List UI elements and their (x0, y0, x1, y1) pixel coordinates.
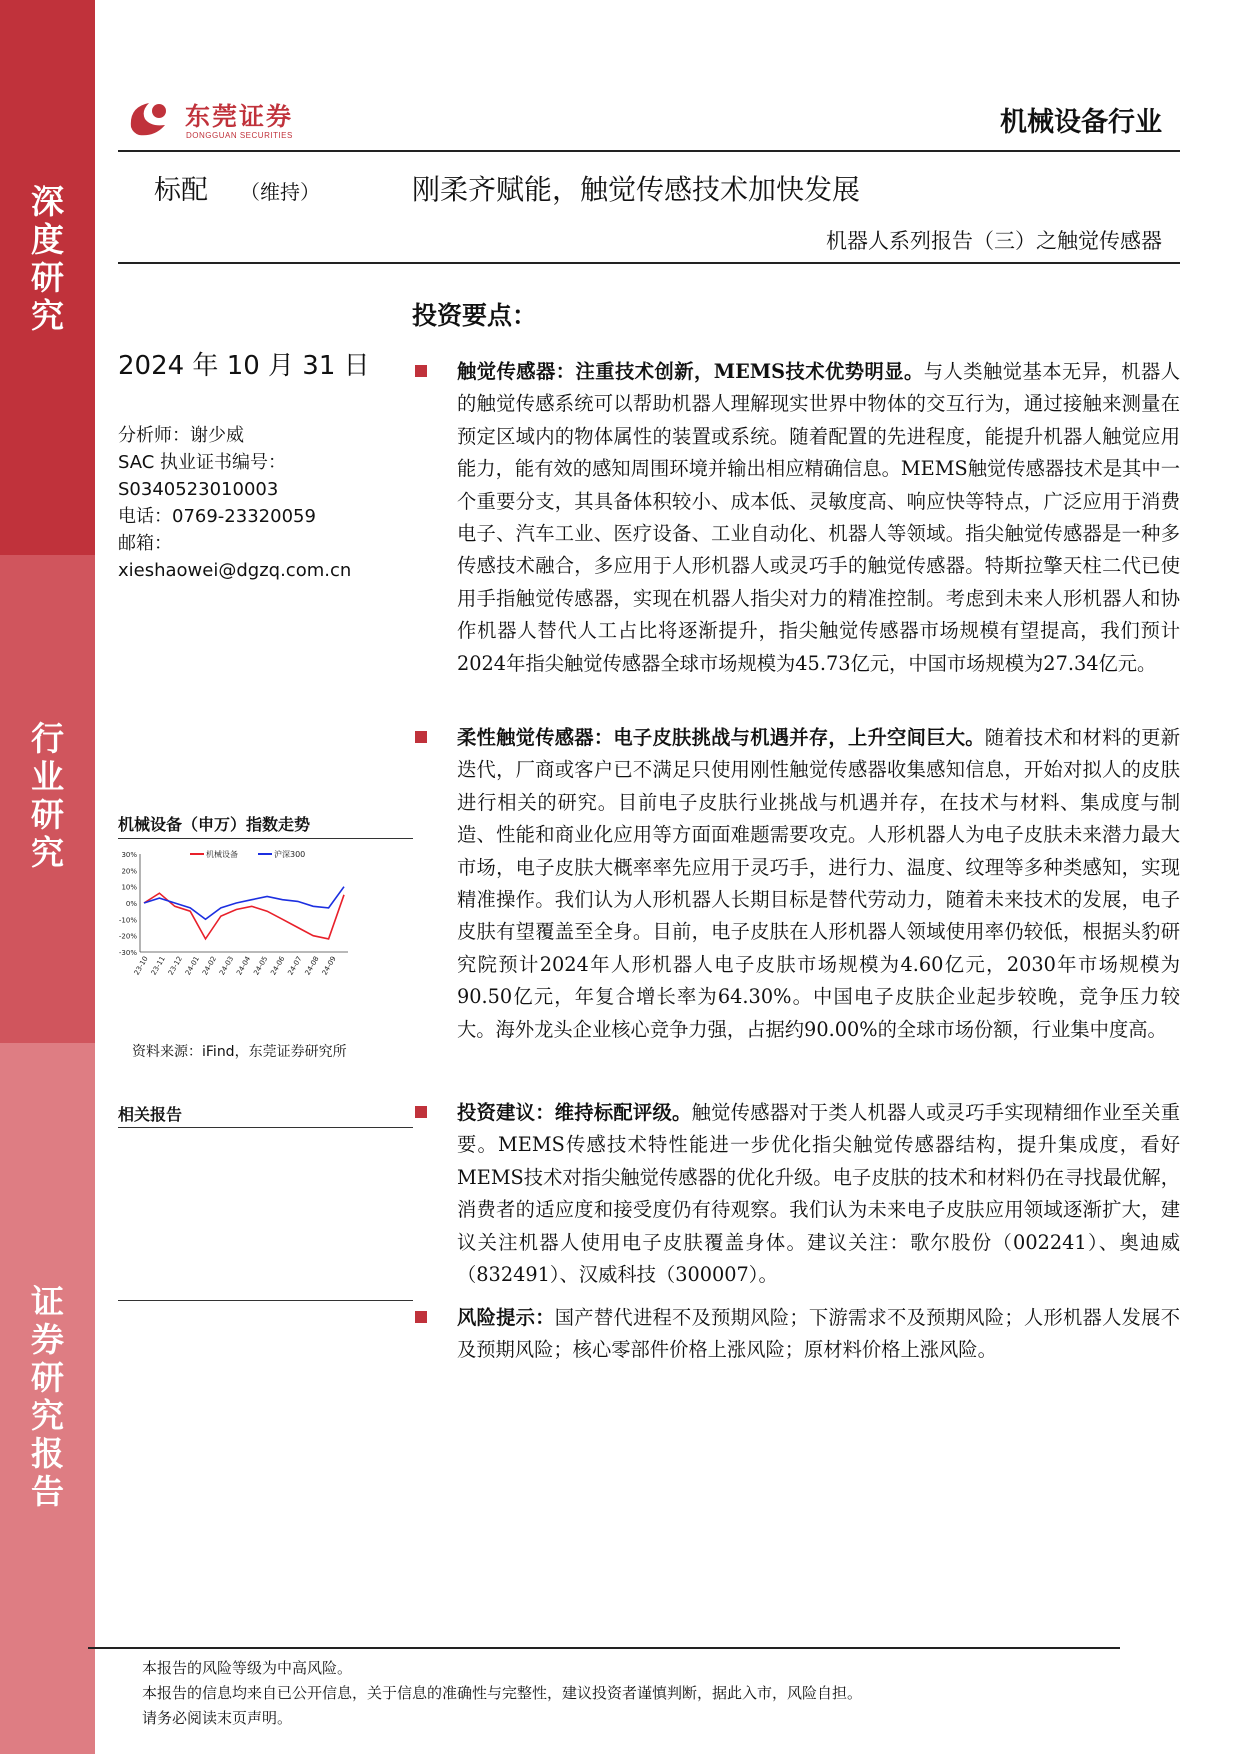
y-tick-label: -30% (118, 949, 137, 957)
key-point-lead: 触觉传感器：注重技术创新，MEMS技术优势明显。 (457, 360, 924, 383)
related-divider-bottom (118, 1300, 413, 1301)
key-point-body: 国产替代进程不及预期风险；下游需求不及预期风险；人形机器人发展不及预期风险；核心零部件价格上涨风险；原材料价格上涨风险。 (457, 1306, 1181, 1362)
company-logo (125, 97, 305, 147)
title-divider (118, 262, 1180, 264)
footer-disclaimer (142, 1656, 862, 1731)
footer-info-source: 本报告的信息均来自已公开信息，关于信息的准确性与完整性，建议投资者谨慎判断，据此入市，风险自担。 (142, 1684, 863, 1702)
key-point-lead: 投资建议：维持标配评级。 (457, 1101, 692, 1124)
footer-read-disclaimer: 请务必阅读末页声明。 (142, 1709, 293, 1727)
square-bullet-icon (415, 1106, 427, 1118)
side-band-bottom (0, 1043, 95, 1754)
analyst-email[interactable]: xieshaowei@dgzq.com.cn (118, 560, 352, 581)
key-points-heading: 投资要点： (412, 301, 538, 330)
chart-divider (118, 838, 413, 839)
side-label-depth: 深度研究 (31, 182, 64, 335)
header-divider (118, 150, 1180, 152)
x-tick-label: 24-03 (218, 955, 236, 977)
key-point (412, 1302, 1180, 1367)
index-trend-chart (118, 846, 408, 1036)
key-point-lead: 风险提示： (457, 1306, 555, 1329)
legend-label: 机械设备 (206, 850, 238, 859)
x-tick-label: 24-01 (183, 955, 202, 977)
y-tick-label: 30% (121, 851, 137, 859)
analyst-info (118, 422, 351, 584)
x-tick-label: 23-12 (166, 955, 184, 977)
key-point-body: 随着技术和材料的更新迭代，厂商或客户已不满足只使用刚性触觉传感器收集感知信息，开始对拟人的皮肤进行相关的研究。目前电子皮肤行业挑战与机遇并存，在技术与材料、集成度与制造、性能和商业化应用等方面面难题需要攻克。人形机器人为电子皮肤未来潜力最大市场，电子皮肤大概率率先应用于灵巧手，进行力、温度、纹理等多种类感知，实现精准操作。我们认为人形机器人长期目标是替代劳动力，随着未来技术的发展，电子皮肤有望覆盖至全身。目前，电子皮肤在人形机器人领域使用率仍较低，根据头豹研究院预计2024年人形机器人电子皮肤市场规模为4.60亿元，2030年市场规模为90.50亿元，年复合增长率为64.30%。中国电子皮肤企业起步较晚，竞争压力较大。海外龙头企业核心竞争力强，占据约90.00%的全球市场份额，行业集中度高。 (457, 726, 1181, 1041)
y-tick-label: -20% (118, 932, 137, 941)
chart-source: 资料来源：iFind，东莞证券研究所 (132, 1044, 347, 1060)
logo-english: DONGGUAN SECURITIES (186, 131, 293, 140)
x-tick-label: 24-09 (320, 955, 338, 977)
square-bullet-icon (415, 731, 427, 743)
chart-title: 机械设备（申万）指数走势 (118, 815, 311, 834)
series-line-industry (144, 893, 344, 939)
sac-number: S0340523010003 (118, 479, 279, 500)
x-tick-label: 24-06 (269, 955, 287, 977)
side-band-middle (0, 555, 95, 1043)
side-label-report: 证券研究报告 (31, 1282, 64, 1511)
series-line-hs300 (144, 887, 344, 920)
email-label: 邮箱： (118, 533, 172, 554)
key-point (412, 722, 1180, 1046)
key-point (412, 1097, 1180, 1291)
logo-mark-icon (125, 97, 181, 141)
key-point-body: 与人类触觉基本无异，机器人的触觉传感系统可以帮助机器人理解现实世界中物体的交互行为，通过接触来测量在预定区域内的物体属性的装置或系统。随着配置的先进程度，能提升机器人触觉应用能力，能有效的感知周围环境并输出相应精确信息。MEMS触觉传感器技术是其中一个重要分支，其具备体积较小、成本低、灵敏度高、响应快等特点，广泛应用于消费电子、汽车工业、医疗设备、工业自动化、机器人等领域。指尖触觉传感器是一种多传感技术融合，多应用于人形机器人或灵巧手的触觉传感器。特斯拉擎天柱二代已使用手指触觉传感器，实现在机器人指尖对力的精准控制。考虑到未来人形机器人和协作机器人替代人工占比将逐渐提升，指尖触觉传感器市场规模有望提高，我们预计2024年指尖触觉传感器全球市场规模为45.73亿元，中国市场规模为27.34亿元。 (457, 360, 1180, 675)
key-point-body: 触觉传感器对于类人机器人或灵巧手实现精细作业至关重要。MEMS传感技术特性能进一步优化指尖触觉传感器结构，提升集成度，看好MEMS技术对指尖触觉传感器的优化升级。电子皮肤的技术和材料仍在寻找最优解，消费者的适应度和接受度仍有待观察。我们认为未来电子皮肤应用领域逐渐扩大，建议关注机器人使用电子皮肤覆盖身体。建议关注：歌尔股份（002241）、奥迪威（832491）、汉威科技（300007）。 (457, 1101, 1181, 1287)
y-tick-label: 20% (121, 867, 137, 876)
key-point-lead: 柔性触觉传感器：电子皮肤挑战与机遇并存，上升空间巨大。 (457, 726, 985, 749)
x-tick-label: 23-10 (132, 955, 150, 977)
report-date: 2024 年 10 月 31 日 (118, 351, 370, 381)
y-tick-label: 0% (125, 900, 137, 908)
rating-status: （维持） (240, 180, 320, 204)
footer-risk-level: 本报告的风险等级为中高风险。 (142, 1659, 353, 1677)
footer-divider (88, 1647, 1120, 1649)
legend-label: 沪深300 (274, 850, 306, 859)
y-tick-label: -10% (118, 916, 137, 925)
x-tick-label: 24-07 (286, 955, 304, 977)
analyst-phone: 电话：0769-23320059 (118, 506, 316, 527)
key-point (412, 356, 1180, 680)
report-title: 刚柔齐赋能，触觉传感技术加快发展 (412, 173, 861, 206)
x-tick-label: 24-02 (200, 955, 219, 977)
x-tick-label: 23-11 (149, 955, 167, 977)
logo-name: 东莞证券 (185, 102, 294, 131)
x-tick-label: 24-04 (235, 955, 253, 977)
sac-label: SAC 执业证书编号： (118, 452, 287, 473)
related-divider-top (118, 1127, 413, 1128)
analyst-name: 分析师：谢少威 (118, 425, 244, 446)
related-reports-heading: 相关报告 (118, 1105, 183, 1124)
y-tick-label: 10% (121, 883, 137, 892)
square-bullet-icon (415, 365, 427, 377)
rating: 标配 (154, 175, 208, 206)
x-tick-label: 24-08 (303, 955, 321, 977)
industry-label: 机械设备行业 (1000, 107, 1162, 138)
x-tick-label: 24-05 (252, 955, 270, 977)
report-subtitle: 机器人系列报告（三）之触觉传感器 (826, 229, 1162, 253)
side-band-top (0, 0, 95, 555)
square-bullet-icon (415, 1311, 427, 1323)
side-label-industry: 行业研究 (31, 719, 64, 872)
